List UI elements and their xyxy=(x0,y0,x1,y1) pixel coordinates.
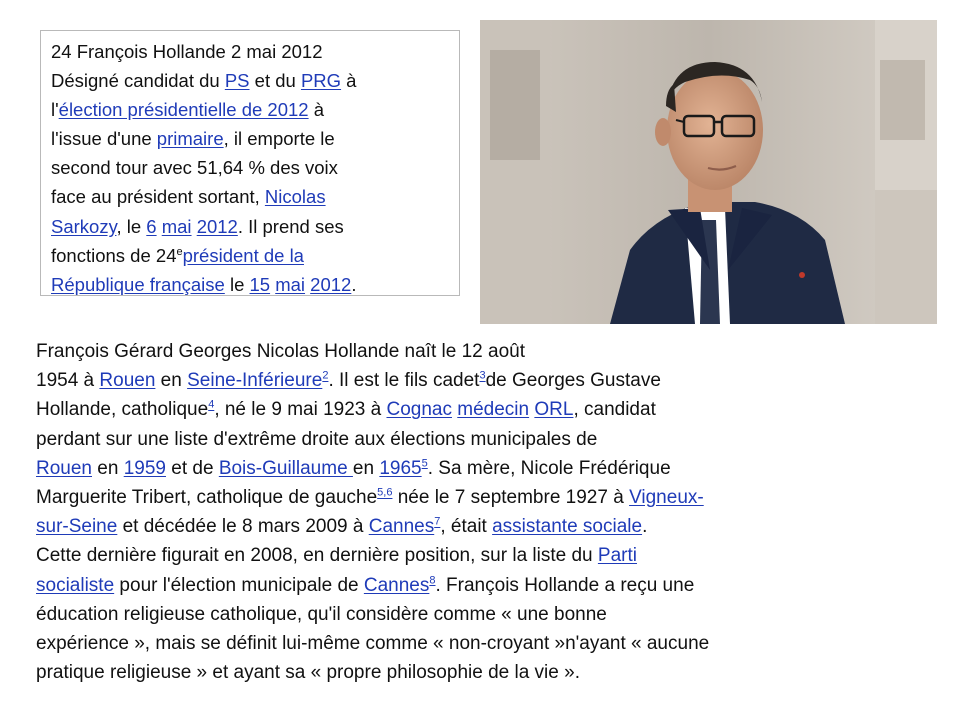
footnote-link[interactable]: 5 xyxy=(421,457,428,470)
text: à xyxy=(341,70,357,92)
link-2012[interactable]: 2012 xyxy=(310,273,352,295)
link-15[interactable]: 15 xyxy=(249,273,271,295)
text: éducation religieuse catholique, qu'il considère comme « une bonne xyxy=(36,603,607,625)
text: pratique religieuse » et ayant sa « propre philosophie de la vie ». xyxy=(36,662,580,684)
portrait-photo xyxy=(480,20,937,324)
link-cannes[interactable]: Cannes xyxy=(363,574,430,596)
link-prg[interactable]: PRG xyxy=(300,70,342,92)
link-nicolas-sarkozy[interactable]: Sarkozy xyxy=(51,215,117,237)
link-president-republique[interactable]: République française xyxy=(51,273,225,295)
text: , le xyxy=(116,215,147,237)
link-vigneux-sur-seine[interactable]: Vigneux- xyxy=(629,487,704,509)
link-rouen[interactable]: Rouen xyxy=(36,457,92,479)
text: François Gérard Georges Nicolas Hollande naît le 12 août xyxy=(36,341,525,362)
link-nicolas-sarkozy[interactable]: Nicolas xyxy=(264,186,326,208)
link-1959[interactable]: 1959 xyxy=(123,457,166,479)
text: . Il est le fils cadet xyxy=(328,370,480,392)
text: en xyxy=(155,370,188,392)
text: Marguerite Tribert, catholique de gauche xyxy=(36,487,378,509)
link-6[interactable]: 6 xyxy=(146,215,157,237)
link-medecin[interactable]: médecin xyxy=(457,399,530,421)
text: et du xyxy=(249,70,301,92)
infobox-heading: 24 François Hollande 2 mai 2012 xyxy=(51,41,323,62)
text: l' xyxy=(51,99,59,121)
text: en xyxy=(92,457,124,479)
text: fonctions de 24 xyxy=(51,244,177,266)
text: , il emporte le xyxy=(223,128,335,150)
link-bois-guillaume[interactable]: Bois-Guillaume xyxy=(218,457,353,479)
link-cognac[interactable]: Cognac xyxy=(386,399,452,421)
text: . Il prend ses xyxy=(237,215,344,237)
text: perdant sur une liste d'extrême droite aux élections municipales de xyxy=(36,428,598,450)
text: pour l'élection municipale de xyxy=(114,574,364,596)
text: Hollande, catholique xyxy=(36,399,209,421)
link-seine-inferieure[interactable]: Seine-Inférieure xyxy=(187,370,323,392)
link-mai[interactable]: mai xyxy=(275,273,306,295)
link-parti-socialiste[interactable]: socialiste xyxy=(36,574,115,596)
footnote-link[interactable]: 8 xyxy=(429,574,436,587)
superscript: e xyxy=(176,245,183,258)
link-rouen[interactable]: Rouen xyxy=(99,370,156,392)
text: de Georges Gustave xyxy=(485,370,661,392)
infobox-text xyxy=(51,37,459,299)
text: face au président sortant, xyxy=(51,186,265,208)
text: et décédée le 8 mars 2009 à xyxy=(117,516,369,538)
text: , né le 9 mai 1923 à xyxy=(214,399,387,421)
text: expérience », mais se définit lui-même comme « non-croyant »n'ayant « aucune xyxy=(36,633,710,655)
footnote-link[interactable]: 4 xyxy=(208,399,215,412)
text: Cette dernière figurait en 2008, en dernière position, sur la liste du xyxy=(36,545,598,567)
text: . François Hollande a reçu une xyxy=(435,574,695,596)
link-vigneux-sur-seine[interactable]: sur-Seine xyxy=(36,516,118,538)
text: née le 7 septembre 1927 à xyxy=(392,487,630,509)
link-orl[interactable]: ORL xyxy=(534,399,574,421)
link-primaire[interactable]: primaire xyxy=(156,128,224,150)
link-election-2012[interactable]: élection présidentielle de 2012 xyxy=(58,99,309,121)
footnote-link[interactable]: 3 xyxy=(479,369,486,382)
text: 1954 à xyxy=(36,370,100,392)
infobox xyxy=(40,30,460,296)
text: le xyxy=(224,273,250,295)
text: , candidat xyxy=(573,399,656,421)
text: Désigné candidat du xyxy=(51,70,225,92)
text: . Sa mère, Nicole Frédérique xyxy=(427,457,671,479)
text: en xyxy=(352,457,380,479)
text: second tour avec 51,64 % des voix xyxy=(51,157,338,179)
link-assistante-sociale[interactable]: assistante sociale xyxy=(492,516,643,538)
text: . xyxy=(642,516,648,538)
text: l'issue d'une xyxy=(51,128,157,150)
link-president-republique[interactable]: président de la xyxy=(182,244,304,266)
link-parti-socialiste[interactable]: Parti xyxy=(597,545,637,567)
text: et de xyxy=(165,457,219,479)
portrait-image xyxy=(480,20,937,324)
footnote-link[interactable]: 5,6 xyxy=(377,486,393,499)
text: , était xyxy=(440,516,493,538)
text: . xyxy=(351,273,357,295)
footnote-link[interactable]: 2 xyxy=(322,369,329,382)
link-cannes[interactable]: Cannes xyxy=(368,516,435,538)
link-1965[interactable]: 1965 xyxy=(379,457,422,479)
link-mai[interactable]: mai xyxy=(161,215,192,237)
link-ps[interactable]: PS xyxy=(224,70,250,92)
footnote-link[interactable]: 7 xyxy=(434,515,441,528)
text: à xyxy=(308,99,325,121)
biography-paragraph xyxy=(36,337,709,687)
link-2012[interactable]: 2012 xyxy=(196,215,238,237)
